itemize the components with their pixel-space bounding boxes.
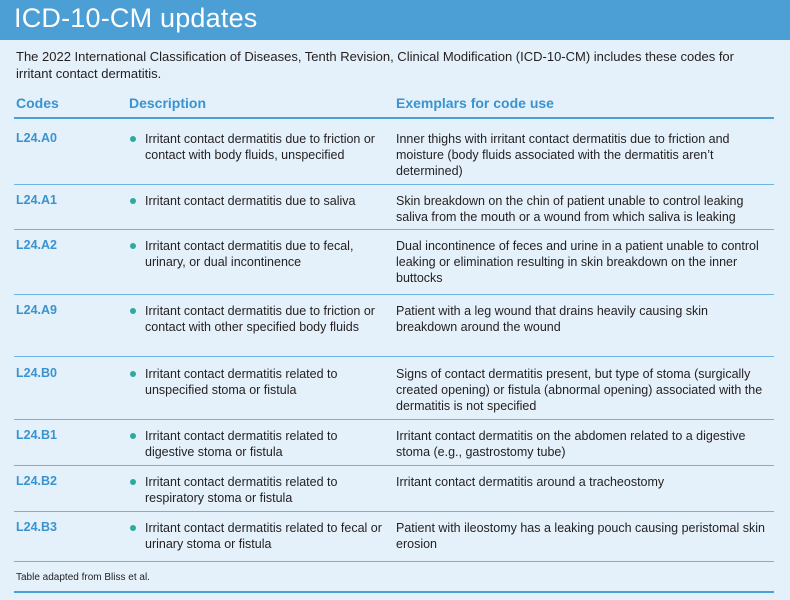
- row-code: L24.B0: [16, 366, 57, 380]
- bullet-icon: [130, 371, 136, 377]
- row-code: L24.A2: [16, 238, 57, 252]
- row-description: Irritant contact dermatitis due to friction or contact with other specified body fluids: [145, 304, 375, 334]
- row-exemplar: Irritant contact dermatitis around a tracheostomy: [396, 475, 665, 489]
- row-description: Irritant contact dermatitis related to digestive stoma or fistula: [145, 429, 338, 459]
- row-exemplar: Skin breakdown on the chin of patient unable to control leaking saliva from the mouth or a wound from which saliva is leaking: [396, 194, 744, 224]
- row-code: L24.B2: [16, 474, 57, 488]
- intro-text: The 2022 International Classification of Diseases, Tenth Revision, Clinical Modification (ICD-10-CM) includes these codes for irritant contact dermatitis.: [16, 49, 734, 81]
- row-code: L24.B1: [16, 428, 57, 442]
- bullet-icon: [130, 308, 136, 314]
- bullet-icon: [130, 525, 136, 531]
- row-code: L24.B3: [16, 520, 57, 534]
- row-divider: [14, 419, 774, 420]
- header-divider: [14, 117, 774, 119]
- row-divider: [14, 465, 774, 466]
- row-divider: [14, 511, 774, 512]
- row-exemplar: Patient with a leg wound that drains heavily causing skin breakdown around the wound: [396, 304, 708, 334]
- title-bar: [0, 0, 790, 40]
- row-code: L24.A0: [16, 131, 57, 145]
- row-code: L24.A9: [16, 303, 57, 317]
- row-divider: [14, 184, 774, 185]
- bottom-divider: [14, 591, 774, 593]
- bullet-icon: [130, 243, 136, 249]
- row-divider: [14, 356, 774, 357]
- page-title: ICD-10-CM updates: [14, 3, 258, 33]
- row-description: Irritant contact dermatitis related to respiratory stoma or fistula: [145, 475, 338, 505]
- row-exemplar: Inner thighs with irritant contact dermatitis due to friction and moisture (body fluids associated with the dermatitis aren’t determined): [396, 132, 730, 178]
- footnote: Table adapted from Bliss et al.: [16, 572, 150, 583]
- row-description: Irritant contact dermatitis due to fecal, urinary, or dual incontinence: [145, 239, 354, 269]
- row-description: Irritant contact dermatitis due to friction or contact with body fluids, unspecified: [145, 132, 375, 162]
- row-exemplar: Dual incontinence of feces and urine in a patient unable to control leaking or elimination resulting in skin breakdown on the inner buttocks: [396, 239, 759, 285]
- bullet-icon: [130, 136, 136, 142]
- row-exemplar: Patient with ileostomy has a leaking pouch causing peristomal skin erosion: [396, 521, 765, 551]
- row-code: L24.A1: [16, 193, 57, 207]
- row-divider: [14, 561, 774, 562]
- row-divider: [14, 294, 774, 295]
- column-header-codes: Codes: [16, 95, 59, 111]
- column-header-description: Description: [129, 95, 207, 111]
- column-header-exemplars: Exemplars for code use: [396, 95, 554, 111]
- bullet-icon: [130, 433, 136, 439]
- row-exemplar: Signs of contact dermatitis present, but type of stoma (surgically created opening) or fistula (abnormal opening) associated with the dermatitis is not specified: [396, 367, 763, 413]
- row-description: Irritant contact dermatitis related to unspecified stoma or fistula: [145, 367, 338, 397]
- row-description: Irritant contact dermatitis due to saliva: [145, 194, 356, 208]
- bullet-icon: [130, 479, 136, 485]
- row-exemplar: Irritant contact dermatitis on the abdomen related to a digestive stoma (e.g., gastrostomy tube): [396, 429, 746, 459]
- row-divider: [14, 229, 774, 230]
- bullet-icon: [130, 198, 136, 204]
- row-description: Irritant contact dermatitis related to fecal or urinary stoma or fistula: [145, 521, 382, 551]
